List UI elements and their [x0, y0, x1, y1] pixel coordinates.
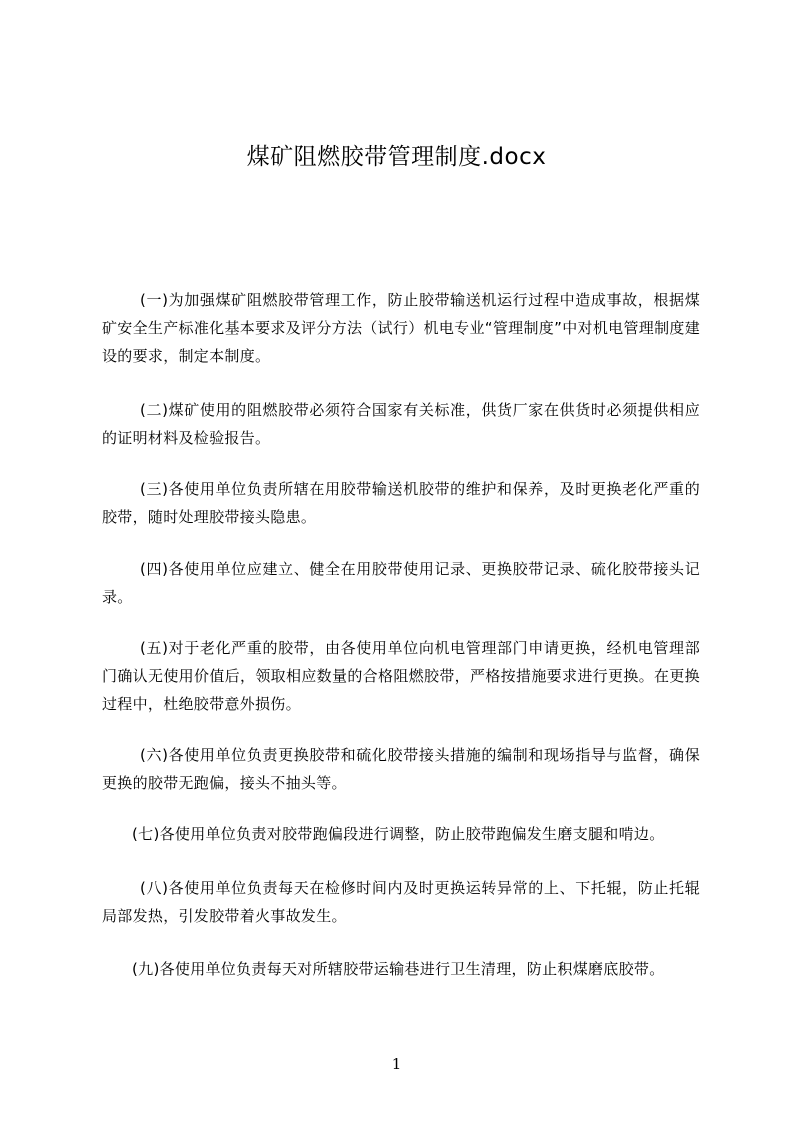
paragraph-9: (九)各使用单位负责每天对所辖胶带运输巷进行卫生清理，防止积煤磨底胶带。: [132, 960, 665, 978]
document-title: 煤矿阻燃胶带管理制度.docx: [246, 144, 547, 170]
paragraph-4: (四)各使用单位应建立、健全在用胶带使用记录、更换胶带记录、硫化胶带接头记录。: [102, 560, 700, 606]
page-number: 1: [391, 1055, 402, 1073]
paragraph-6: (六)各使用单位负责更换胶带和硫化胶带接头措施的编制和现场指导与监督，确保更换的胶带无跑偏，接头不抽头等。: [102, 746, 700, 792]
paragraph-7: (七)各使用单位负责对胶带跑偏段进行调整，防止胶带跑偏发生磨支腿和啃边。: [132, 825, 665, 843]
paragraph-5: (五)对于老化严重的胶带，由各使用单位向机电管理部门申请更换，经机电管理部门确认无使用价值后，领取相应数量的合格阻燃胶带，严格按措施要求进行更换。在更换过程中，杜绝胶带意外损伤。: [102, 639, 700, 713]
paragraph-1: (一)为加强煤矿阻燃胶带管理工作，防止胶带输送机运行过程中造成事故，根据煤矿安全生产标准化基本要求及评分方法（试行）机电专业“管理制度”中对机电管理制度建设的要求，制定本制度。: [102, 291, 700, 365]
paragraph-3: (三)各使用单位负责所辖在用胶带输送机胶带的维护和保养，及时更换老化严重的胶带，随时处理胶带接头隐患。: [102, 480, 700, 526]
paragraph-2: (二)煤矿使用的阻燃胶带必须符合国家有关标准，供货厂家在供货时必须提供相应的证明材料及检验报告。: [102, 401, 700, 447]
paragraph-8: (八)各使用单位负责每天在检修时间内及时更换运转异常的上、下托辊，防止托辊局部发热，引发胶带着火事故发生。: [102, 879, 700, 925]
